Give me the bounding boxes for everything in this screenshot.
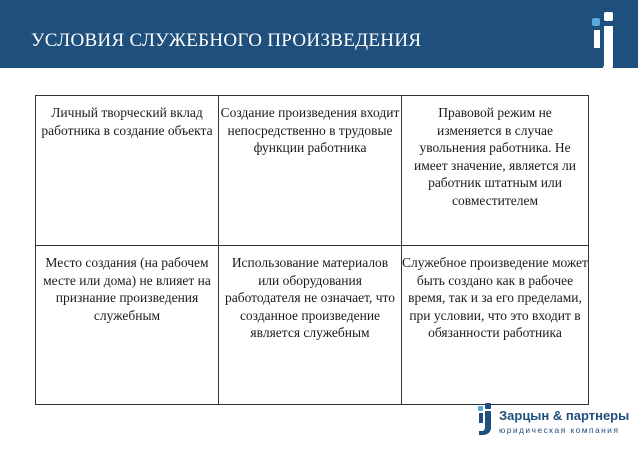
title-bar	[0, 0, 638, 68]
table-cell: Служебное произведение может быть создано как в рабочее время, так и за его пределами, при условии, что это входит в обязанности работника	[402, 255, 588, 340]
brand-logo-icon	[586, 12, 626, 82]
brand-name: Зарцын & партнеры	[499, 408, 630, 423]
table-cell: Личный творческий вклад работника в создание объекта	[41, 105, 213, 138]
table-cell: Создание произведения входит непосредственно в трудовые функции работника	[220, 105, 400, 155]
table-cell: Место создания (на рабочем месте или дома) не влияет на признание произведения служебным	[43, 255, 211, 323]
table-cell: Использование материалов или оборудования работодателя не означает, что созданное произведение является служебным	[224, 255, 395, 340]
slide-title: УСЛОВИЯ СЛУЖЕБНОГО ПРОИЗВЕДЕНИЯ	[31, 30, 422, 51]
footer-logo-icon	[476, 403, 496, 437]
brand-subtitle: юридическая компания	[499, 425, 620, 435]
table-cell: Правовой режим не изменяется в случае увольнения работника. Не имеет значение, является ли работник штатным или совместителем	[414, 105, 576, 208]
conditions-table	[35, 95, 589, 405]
